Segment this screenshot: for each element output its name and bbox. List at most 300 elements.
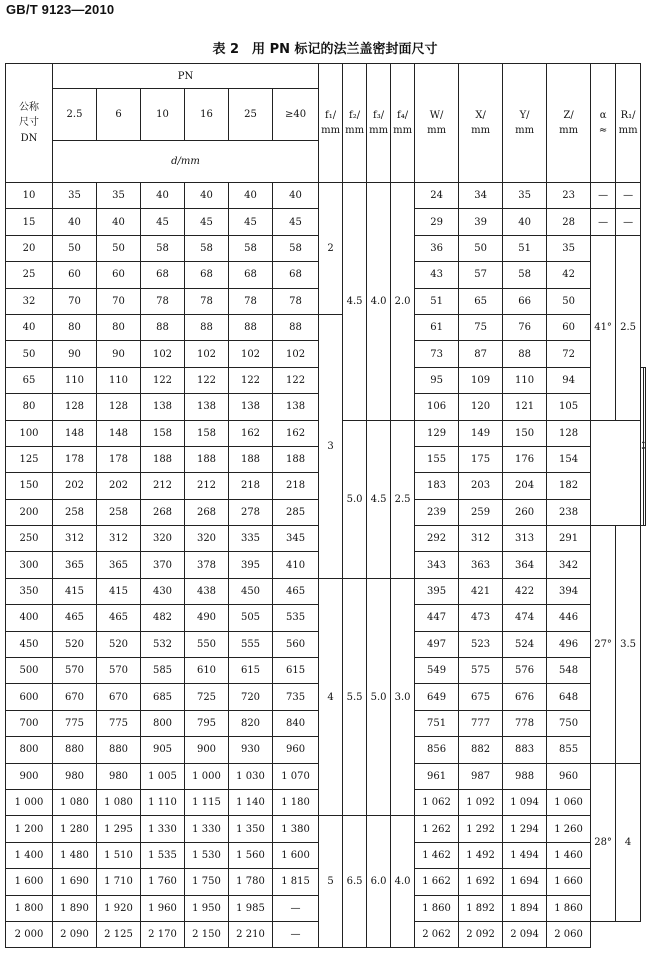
- y-cell: 260: [503, 499, 547, 525]
- r1-dash-cell: —: [616, 209, 641, 235]
- d-cell: 900: [185, 737, 229, 763]
- x-header: X/ mm: [459, 64, 503, 183]
- z-cell: 2 060: [547, 921, 591, 947]
- y-cell: 66: [503, 288, 547, 314]
- d-cell: 188: [185, 446, 229, 472]
- y-cell: 778: [503, 710, 547, 736]
- z-cell: 1 860: [547, 895, 591, 921]
- dn-cell: 50: [6, 341, 53, 367]
- d-cell: 1 000: [185, 763, 229, 789]
- d-cell: 2 090: [53, 921, 97, 947]
- x-cell: 57: [459, 262, 503, 288]
- d-cell: 1 280: [53, 816, 97, 842]
- f2-cell: 6.5: [343, 816, 367, 948]
- w-header: W/ mm: [415, 64, 459, 183]
- y-cell: 364: [503, 552, 547, 578]
- d-cell: —: [273, 921, 319, 947]
- w-cell: 155: [415, 446, 459, 472]
- d-cell: 482: [141, 605, 185, 631]
- f4-header: f₄/ mm: [391, 64, 415, 183]
- d-cell: 520: [97, 631, 141, 657]
- d-cell: 2 170: [141, 921, 185, 947]
- d-cell: 585: [141, 658, 185, 684]
- y-cell: 2 094: [503, 921, 547, 947]
- f4-cell: 2.5: [391, 420, 415, 578]
- z-cell: 154: [547, 446, 591, 472]
- d-cell: 720: [229, 684, 273, 710]
- d-cell: 45: [229, 209, 273, 235]
- r1-cell: 4: [616, 763, 641, 921]
- d-cell: 880: [97, 737, 141, 763]
- w-cell: 395: [415, 578, 459, 604]
- x-cell: 2 092: [459, 921, 503, 947]
- d-cell: 960: [273, 737, 319, 763]
- d-cell: 110: [97, 367, 141, 393]
- y-cell: 76: [503, 314, 547, 340]
- d-cell: 268: [185, 499, 229, 525]
- d-cell: 45: [185, 209, 229, 235]
- d-cell: 138: [273, 394, 319, 420]
- f1-cell: 2: [319, 183, 343, 315]
- f4-cell: 3.0: [391, 578, 415, 816]
- w-cell: 73: [415, 341, 459, 367]
- d-cell: 1 760: [141, 869, 185, 895]
- d-cell: 1 780: [229, 869, 273, 895]
- d-cell: 2 125: [97, 921, 141, 947]
- dn-cell: 300: [6, 552, 53, 578]
- d-cell: 148: [53, 420, 97, 446]
- d-cell: 775: [97, 710, 141, 736]
- d-cell: 45: [273, 209, 319, 235]
- d-cell: 880: [53, 737, 97, 763]
- z-cell: 72: [547, 341, 591, 367]
- f3-header: f₃/ mm: [367, 64, 391, 183]
- dn-cell: 40: [6, 314, 53, 340]
- d-cell: 1 330: [141, 816, 185, 842]
- d-cell: 570: [97, 658, 141, 684]
- w-cell: 1 062: [415, 789, 459, 815]
- d-cell: —: [273, 895, 319, 921]
- f3-cell: 4.5: [367, 420, 391, 578]
- d-cell: 1 920: [97, 895, 141, 921]
- z-cell: 446: [547, 605, 591, 631]
- d-cell: 78: [141, 288, 185, 314]
- y-cell: 576: [503, 658, 547, 684]
- y-cell: 1 094: [503, 789, 547, 815]
- d-cell: 50: [53, 235, 97, 261]
- d-cell: 365: [97, 552, 141, 578]
- dn-cell: 125: [6, 446, 53, 472]
- alpha-dash-cell: —: [591, 209, 616, 235]
- pn-value-header: 2.5: [53, 89, 97, 141]
- d-cell: 1 750: [185, 869, 229, 895]
- y-cell: 313: [503, 526, 547, 552]
- table-caption: 表 2 用 PN 标记的法兰盖密封面尺寸: [212, 42, 438, 57]
- y-cell: 1 294: [503, 816, 547, 842]
- z-cell: 35: [547, 235, 591, 261]
- d-cell: 980: [97, 763, 141, 789]
- d-cell: 35: [97, 183, 141, 209]
- z-cell: 128: [547, 420, 591, 446]
- z-cell: 23: [547, 183, 591, 209]
- w-cell: 549: [415, 658, 459, 684]
- y-cell: 474: [503, 605, 547, 631]
- d-cell: 278: [229, 499, 273, 525]
- d-cell: 88: [273, 314, 319, 340]
- d-cell: 430: [141, 578, 185, 604]
- d-cell: 1 380: [273, 816, 319, 842]
- d-cell: 1 180: [273, 789, 319, 815]
- d-cell: 268: [141, 499, 185, 525]
- d-cell: 670: [53, 684, 97, 710]
- d-cell: 520: [53, 631, 97, 657]
- d-cell: 560: [273, 631, 319, 657]
- f1-header: f₁/ mm: [319, 64, 343, 183]
- d-cell: 312: [97, 526, 141, 552]
- d-cell: 905: [141, 737, 185, 763]
- d-cell: 158: [141, 420, 185, 446]
- d-cell: 78: [185, 288, 229, 314]
- x-cell: 675: [459, 684, 503, 710]
- dn-cell: 32: [6, 288, 53, 314]
- d-cell: 570: [53, 658, 97, 684]
- d-cell: 188: [229, 446, 273, 472]
- d-cell: 1 815: [273, 869, 319, 895]
- y-cell: 988: [503, 763, 547, 789]
- x-cell: 882: [459, 737, 503, 763]
- w-cell: 61: [415, 314, 459, 340]
- dn-cell: 250: [6, 526, 53, 552]
- z-cell: 105: [547, 394, 591, 420]
- x-cell: 473: [459, 605, 503, 631]
- y-cell: 35: [503, 183, 547, 209]
- x-cell: 34: [459, 183, 503, 209]
- z-header: Z/ mm: [547, 64, 591, 183]
- d-cell: 138: [229, 394, 273, 420]
- y-cell: 524: [503, 631, 547, 657]
- y-cell: 40: [503, 209, 547, 235]
- d-cell: 45: [141, 209, 185, 235]
- d-cell: 535: [273, 605, 319, 631]
- d-cell: 2 210: [229, 921, 273, 947]
- f4-cell: 2.0: [391, 183, 415, 421]
- y-cell: 1 894: [503, 895, 547, 921]
- d-cell: 345: [273, 526, 319, 552]
- z-cell: 291: [547, 526, 591, 552]
- d-cell: 122: [141, 367, 185, 393]
- x-cell: 1 892: [459, 895, 503, 921]
- r1-header: R₁/ mm: [616, 64, 641, 183]
- pn-value-header: 10: [141, 89, 185, 141]
- d-cell: 312: [53, 526, 97, 552]
- d-cell: 60: [97, 262, 141, 288]
- d-cell: 1 005: [141, 763, 185, 789]
- z-cell: 182: [547, 473, 591, 499]
- d-cell: 40: [229, 183, 273, 209]
- y-cell: 121: [503, 394, 547, 420]
- x-cell: 259: [459, 499, 503, 525]
- z-cell: 50: [547, 288, 591, 314]
- r1-cell: [643, 367, 645, 525]
- d-cell: 550: [185, 631, 229, 657]
- d-cell: 88: [141, 314, 185, 340]
- y-cell: 1 694: [503, 869, 547, 895]
- d-cell: 68: [229, 262, 273, 288]
- alpha-cell: 28°: [591, 763, 616, 921]
- pn-header: PN: [53, 64, 319, 89]
- dn-cell: 1 200: [6, 816, 53, 842]
- d-cell: 775: [53, 710, 97, 736]
- d-cell: 40: [97, 209, 141, 235]
- d-cell: 1 950: [185, 895, 229, 921]
- dn-cell: 400: [6, 605, 53, 631]
- z-cell: 394: [547, 578, 591, 604]
- f4-cell: 4.0: [391, 816, 415, 948]
- dn-cell: 450: [6, 631, 53, 657]
- d-cell: 80: [97, 314, 141, 340]
- y-cell: 676: [503, 684, 547, 710]
- d-cell: 615: [229, 658, 273, 684]
- d-cell: 258: [53, 499, 97, 525]
- x-cell: 75: [459, 314, 503, 340]
- d-cell: 840: [273, 710, 319, 736]
- x-cell: 523: [459, 631, 503, 657]
- y-cell: 51: [503, 235, 547, 261]
- d-cell: 1 890: [53, 895, 97, 921]
- x-cell: 120: [459, 394, 503, 420]
- dn-cell: 500: [6, 658, 53, 684]
- dn-cell: 100: [6, 420, 53, 446]
- z-cell: 28: [547, 209, 591, 235]
- y-cell: 176: [503, 446, 547, 472]
- alpha-cell: 41°: [591, 235, 616, 420]
- d-cell: 122: [229, 367, 273, 393]
- d-cell: 365: [53, 552, 97, 578]
- d-cell: 610: [185, 658, 229, 684]
- d-cell: 1 110: [141, 789, 185, 815]
- table-row: [6, 314, 646, 340]
- dn-cell: 10: [6, 183, 53, 209]
- d-cell: 1 600: [273, 842, 319, 868]
- d-cell: 1 530: [185, 842, 229, 868]
- y-cell: 58: [503, 262, 547, 288]
- w-cell: 129: [415, 420, 459, 446]
- d-cell: 1 030: [229, 763, 273, 789]
- d-cell: 102: [273, 341, 319, 367]
- z-cell: 1 660: [547, 869, 591, 895]
- w-cell: 961: [415, 763, 459, 789]
- d-cell: 370: [141, 552, 185, 578]
- y-cell: 422: [503, 578, 547, 604]
- d-cell: 1 535: [141, 842, 185, 868]
- d-cell: 90: [53, 341, 97, 367]
- alpha-cell: 27°: [591, 526, 616, 764]
- z-cell: 42: [547, 262, 591, 288]
- d-cell: 1 710: [97, 869, 141, 895]
- d-cell: 40: [185, 183, 229, 209]
- w-cell: 649: [415, 684, 459, 710]
- d-cell: 465: [273, 578, 319, 604]
- x-cell: 1 692: [459, 869, 503, 895]
- d-cell: 162: [229, 420, 273, 446]
- dn-cell: 1 800: [6, 895, 53, 921]
- d-cell: 122: [185, 367, 229, 393]
- d-cell: 162: [273, 420, 319, 446]
- d-cell: 320: [185, 526, 229, 552]
- d-cell: 800: [141, 710, 185, 736]
- d-cell: 202: [97, 473, 141, 499]
- d-cell: 138: [141, 394, 185, 420]
- dn-cell: 200: [6, 499, 53, 525]
- d-cell: 258: [97, 499, 141, 525]
- w-cell: 292: [415, 526, 459, 552]
- d-cell: 88: [229, 314, 273, 340]
- d-cell: 415: [53, 578, 97, 604]
- d-cell: 102: [185, 341, 229, 367]
- d-cell: 615: [273, 658, 319, 684]
- w-cell: 183: [415, 473, 459, 499]
- w-cell: 1 860: [415, 895, 459, 921]
- pn-value-header: ≥40: [273, 89, 319, 141]
- f3-cell: 4.0: [367, 183, 391, 421]
- d-cell: 415: [97, 578, 141, 604]
- x-cell: 109: [459, 367, 503, 393]
- dn-cell: 1 000: [6, 789, 53, 815]
- d-cell: 188: [273, 446, 319, 472]
- d-cell: 212: [141, 473, 185, 499]
- x-cell: 987: [459, 763, 503, 789]
- f2-header: f₂/ mm: [343, 64, 367, 183]
- dn-cell: 15: [6, 209, 53, 235]
- y-cell: 1 494: [503, 842, 547, 868]
- d-cell: 490: [185, 605, 229, 631]
- w-cell: 36: [415, 235, 459, 261]
- d-cell: 378: [185, 552, 229, 578]
- d-cell: 40: [273, 183, 319, 209]
- d-cell: 735: [273, 684, 319, 710]
- w-cell: 43: [415, 262, 459, 288]
- d-cell: 930: [229, 737, 273, 763]
- f3-cell: 6.0: [367, 816, 391, 948]
- d-cell: 122: [273, 367, 319, 393]
- dn-cell: 1 600: [6, 869, 53, 895]
- z-cell: 750: [547, 710, 591, 736]
- x-cell: 149: [459, 420, 503, 446]
- table-row: [6, 578, 646, 604]
- r1-dash-cell: —: [616, 183, 641, 209]
- y-cell: 110: [503, 367, 547, 393]
- d-cell: 1 985: [229, 895, 273, 921]
- d-cell: 70: [53, 288, 97, 314]
- dn-cell: 1 400: [6, 842, 53, 868]
- w-cell: 497: [415, 631, 459, 657]
- d-cell: 505: [229, 605, 273, 631]
- w-cell: 2 062: [415, 921, 459, 947]
- d-cell: 285: [273, 499, 319, 525]
- x-cell: 65: [459, 288, 503, 314]
- d-cell: 50: [97, 235, 141, 261]
- d-cell: 410: [273, 552, 319, 578]
- dn-cell: 350: [6, 578, 53, 604]
- dn-cell: 2 000: [6, 921, 53, 947]
- w-cell: 751: [415, 710, 459, 736]
- d-cell: 532: [141, 631, 185, 657]
- d-cell: 450: [229, 578, 273, 604]
- d-cell: 1 960: [141, 895, 185, 921]
- dn-cell: 65: [6, 367, 53, 393]
- d-cell: 68: [185, 262, 229, 288]
- d-cell: 58: [185, 235, 229, 261]
- x-cell: 1 292: [459, 816, 503, 842]
- d-cell: 128: [97, 394, 141, 420]
- alpha-header: α ≈: [591, 64, 616, 183]
- y-cell: 204: [503, 473, 547, 499]
- x-cell: 363: [459, 552, 503, 578]
- w-cell: 856: [415, 737, 459, 763]
- dn-cell: 800: [6, 737, 53, 763]
- d-cell: 1 510: [97, 842, 141, 868]
- w-cell: 24: [415, 183, 459, 209]
- w-cell: 95: [415, 367, 459, 393]
- table-row: [6, 183, 646, 209]
- x-cell: 1 092: [459, 789, 503, 815]
- d-cell: 1 350: [229, 816, 273, 842]
- d-cell: 80: [53, 314, 97, 340]
- z-cell: 1 260: [547, 816, 591, 842]
- f2-cell: 4.5: [343, 183, 367, 421]
- alpha-dash-cell: —: [591, 183, 616, 209]
- d-cell: 58: [229, 235, 273, 261]
- d-cell: 68: [273, 262, 319, 288]
- x-cell: 312: [459, 526, 503, 552]
- w-cell: 343: [415, 552, 459, 578]
- d-cell: 320: [141, 526, 185, 552]
- y-cell: 88: [503, 341, 547, 367]
- d-cell: 465: [97, 605, 141, 631]
- z-cell: 60: [547, 314, 591, 340]
- pn-value-header: 25: [229, 89, 273, 141]
- d-cell: 1 080: [53, 789, 97, 815]
- z-cell: 342: [547, 552, 591, 578]
- d-cell: 202: [53, 473, 97, 499]
- d-cell: 188: [141, 446, 185, 472]
- d-cell: 102: [141, 341, 185, 367]
- d-cell: 90: [97, 341, 141, 367]
- w-cell: 29: [415, 209, 459, 235]
- z-cell: 548: [547, 658, 591, 684]
- r1-cell: 3.5: [616, 526, 641, 764]
- dn-cell: 20: [6, 235, 53, 261]
- x-cell: 50: [459, 235, 503, 261]
- dn-cell: 80: [6, 394, 53, 420]
- z-cell: 648: [547, 684, 591, 710]
- f2-cell: 5.5: [343, 578, 367, 816]
- w-cell: 1 662: [415, 869, 459, 895]
- w-cell: 239: [415, 499, 459, 525]
- d-cell: 1 295: [97, 816, 141, 842]
- table-row: [6, 816, 646, 842]
- x-cell: 87: [459, 341, 503, 367]
- z-cell: 238: [547, 499, 591, 525]
- d-cell: 555: [229, 631, 273, 657]
- d-cell: 178: [53, 446, 97, 472]
- f1-cell: 3: [319, 314, 343, 578]
- z-cell: 1 460: [547, 842, 591, 868]
- w-cell: 1 462: [415, 842, 459, 868]
- d-cell: 58: [273, 235, 319, 261]
- d-cell: 2 150: [185, 921, 229, 947]
- d-cell: 70: [97, 288, 141, 314]
